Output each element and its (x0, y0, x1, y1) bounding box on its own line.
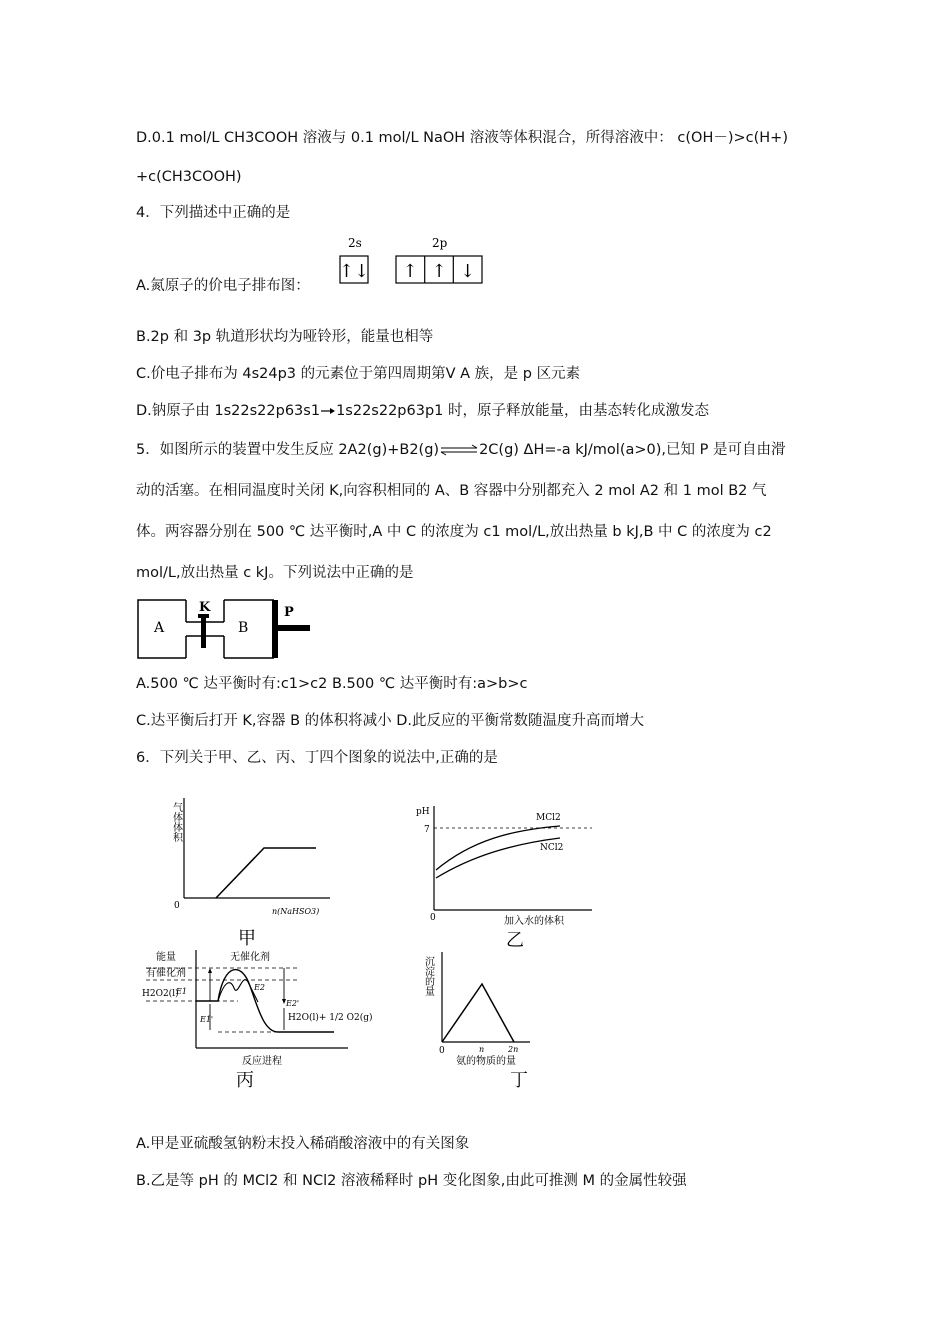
jia-origin: 0 (174, 901, 180, 911)
yi-origin: 0 (430, 913, 436, 923)
bing-xlabel: 反应进程 (242, 1056, 282, 1067)
apparatus-diagram (134, 596, 314, 662)
question-4-option-d (136, 401, 709, 421)
orbital-diagram (336, 234, 488, 288)
label-a: A (154, 620, 165, 636)
orbital-2s-box: ↑↓ (338, 261, 370, 282)
yi-ylabel: pH (416, 807, 430, 817)
q5-part1: 5．如图所示的装置中发生反应 2A2(g)+B2(g) (136, 442, 440, 458)
bing-e2p: E2' (286, 999, 300, 1008)
question-5-options-cd: C.达平衡后打开 K,容器 B 的体积将减小 D.此反应的平衡常数随温度升高而增大 (136, 713, 645, 729)
question-4-option-a: A.氮原子的价电子排布图： (136, 278, 310, 294)
question-6-option-a: A.甲是亚硫酸氢钠粉末投入稀硝酸溶液中的有关图象 (136, 1136, 470, 1152)
q4d-part2: 1s22s22p63p1 时，原子释放能量，由基态转化成激发态 (336, 403, 709, 419)
label-k: K (199, 600, 211, 615)
bing-label-cat: 有催化剂 (146, 968, 186, 979)
orbital-2p-box-1: ↑ (402, 261, 418, 282)
bing-caption: 丙 (236, 1070, 254, 1088)
ding-caption: 丁 (510, 1070, 528, 1088)
orbital-label-2s: 2s (348, 236, 362, 250)
question-5-line3: 体。两容器分别在 500 ℃ 达平衡时,A 中 C 的浓度为 c1 mol/L,放出热量 b kJ,B 中 C 的浓度为 c2 (136, 524, 772, 540)
jia-curve (216, 848, 316, 898)
yi-series1: MCl2 (536, 813, 561, 823)
bing-curve-cat (218, 980, 258, 1002)
orbital-label-2p: 2p (432, 236, 448, 250)
ding-tick-n: n (479, 1045, 485, 1054)
ding-xlabel: 氨的物质的量 (456, 1056, 516, 1067)
chart-yi (412, 800, 602, 952)
jia-xlabel: n(NaHSO3) (272, 907, 320, 916)
question-5-options-ab: A.500 ℃ 达平衡时有:c1>c2 B.500 ℃ 达平衡时有:a>b>c (136, 676, 528, 692)
question-4-option-b: B.2p 和 3p 轨道形状均为哑铃形，能量也相等 (136, 329, 434, 345)
yi-caption: 乙 (506, 930, 524, 951)
chart-bing (138, 946, 378, 1088)
valve-k (201, 614, 206, 648)
yi-tick7: 7 (424, 825, 430, 835)
question-5-line2: 动的活塞。在相同温度时关闭 K,向容积相同的 A、B 容器中分别都充入 2 mol A2 和 1 mol B2 气 (136, 483, 767, 499)
bing-label-uncat: 无催化剂 (230, 952, 270, 963)
bing-e1: E1 (176, 987, 187, 996)
q5-part2: 2C(g) ΔH=-a kJ/mol(a>0),已知 P 是可自由滑 (479, 442, 786, 458)
bing-reactant: H2O2(l) (142, 989, 179, 999)
yi-xlabel: 加入水的体积 (504, 916, 564, 927)
question-5-line4: mol/L,放出热量 c kJ。下列说法中正确的是 (136, 565, 414, 581)
jia-caption: 甲 (238, 928, 256, 949)
bing-product: H2O(l)+ 1/2 O2(g) (288, 1013, 373, 1023)
orbital-2p-box-2: ↑ (431, 261, 447, 282)
question-4: 4．下列描述中正确的是 (136, 205, 291, 221)
question-5-line1 (136, 440, 785, 460)
ding-tick-2n: 2n (508, 1045, 519, 1054)
orbital-2p-box-3: ↓ (459, 261, 476, 282)
question-6: 6．下列关于甲、乙、丙、丁四个图象的说法中,正确的是 (136, 750, 498, 766)
label-b: B (238, 620, 249, 636)
option-d-line2: +c(CH3COOH) (136, 169, 242, 185)
bing-e2: E2 (254, 983, 265, 992)
ding-origin: 0 (439, 1046, 445, 1056)
question-4-option-c: C.价电子排布为 4s24p3 的元素位于第四周期第Ⅴ A 族，是 p 区元素 (136, 366, 581, 382)
bing-ylabel: 能量 (156, 952, 176, 963)
question-6-option-b: B.乙是等 pH 的 MCl2 和 NCl2 溶液稀释时 pH 变化图象,由此可推测 M 的金属性较强 (136, 1173, 687, 1189)
option-d-line1: D.0.1 mol/L CH3COOH 溶液与 0.1 mol/L NaOH 溶液等体积混合，所得溶液中： c(OH－)>c(H+) (136, 130, 788, 146)
bing-e1p: E1' (200, 1015, 214, 1024)
chart-ding (418, 948, 568, 1088)
ding-curve (442, 984, 514, 1042)
yi-series2: NCl2 (540, 843, 564, 853)
arrow-icon (320, 405, 336, 417)
chart-jia (160, 798, 340, 950)
equilibrium-arrow-icon (439, 444, 479, 456)
label-p: P (284, 605, 294, 620)
jia-ylabel: 气体体积 (170, 802, 182, 842)
q4d-part1: D.钠原子由 1s22s22p63s1 (136, 403, 321, 419)
ding-ylabel: 沉淀的量 (422, 956, 434, 996)
